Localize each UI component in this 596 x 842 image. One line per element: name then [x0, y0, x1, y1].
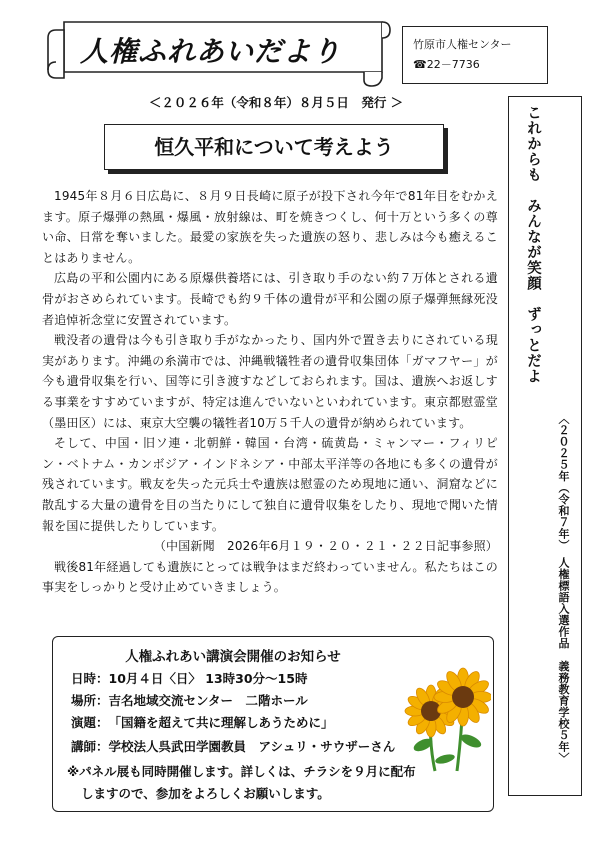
event-date-value: 10月４日〈日〉 13時30分～15時	[108, 671, 308, 686]
article-paragraph: 戦没者の遺骨は今も引き取り手がなかったり、国内外で置き去りにされている現実があります。沖縄の糸満市では、沖縄戦犠牲者の遺骨収集団体「ガマフヤー」が今も遺骨収集を行い、国等に引き渡すなどしておられます。国は、遺族へお返しする事業をすすめていますが、特定は進んでいないといわれています。東京都慰霊堂（墨田区）には、東京大空襲の犠牲者10万５千人の遺骨が納められています。	[42, 333, 499, 430]
event-speaker-value: 学校法人呉武田学園教員 アシュリ・サウザーさん	[108, 739, 396, 754]
event-title: 人権ふれあい講演会開催のお知らせ	[125, 649, 341, 665]
event-notice	[52, 636, 494, 812]
event-note-line: しますので、参加をよろしくお願いします。	[81, 786, 330, 801]
event-place-label: 場所：	[71, 693, 109, 708]
article-paragraph: 戦後81年経過しても遺族にとっては戦争はまだ終わっていません。私たちはこの事実をしっかりと受け止めていきましょう。	[42, 559, 498, 595]
title-banner	[42, 14, 392, 88]
event-topic-row	[71, 713, 411, 733]
article-paragraph: そして、中国・旧ソ連・北朝鮮・韓国・台湾・硫黄島・ミャンマー・フィリピン・ベトナム・カンボジア・インドネシア・中部太平洋等の各地にも多くの遺骨が残されています。戦友を失った元兵士や遺族は慰霊のため現地に通い、洞窟などに散乱する大量の遺骨を目の当たりにして独自に遺骨収集をしたり、現地で聞いた情報を国に提供したりしています。	[42, 436, 498, 533]
newsletter-title: 人権ふれあいだより	[80, 35, 342, 68]
event-place-value: 吉名地域交流センター 二階ホール	[108, 693, 308, 708]
publisher-name: 竹原市人権センター	[413, 38, 512, 51]
event-topic-label: 演題：	[71, 715, 109, 730]
event-speaker-label: 講師：	[71, 739, 109, 754]
event-place-row	[71, 691, 411, 711]
issue-date: ＜２０２６年（令和８年）８月５日 発行 ＞	[148, 95, 404, 110]
event-note-line: ※パネル展も同時開催します。詳しくは、チラシを９月に配布	[67, 764, 416, 779]
article-reference: （中国新聞 2026年6月１９・２０・２１・２２日記事参照）	[153, 539, 498, 554]
event-date-label: 日時：	[71, 671, 109, 686]
article-body	[42, 186, 498, 630]
slogan-text: これからも みんなが笑顔 ずっとだよ	[525, 105, 541, 384]
event-topic-value: 「国籍を超えて共に理解しあうために」	[108, 715, 334, 730]
event-date-row	[71, 669, 411, 689]
publisher-phone: ☎22－7736	[413, 58, 480, 71]
article-paragraph: 1945年８月６日広島に、８月９日長崎に原子が投下され今年で81年目をむかえます。原子爆弾の熱風・爆風・放射線は、町を焼きつくし、何十万という多くの尊い命、日常を奪いました。最愛の家族を失った遺族の怒り、悲しみは今も癒えることはありません。	[42, 189, 498, 265]
slogan-column	[508, 96, 582, 796]
slogan-source: 〈２０２５年（令和７年） 人権標語入選作品 義務教育学校５年〉	[557, 413, 570, 764]
headline: 恒久平和について考えよう	[104, 124, 444, 170]
article-paragraph: 広島の平和公園内にある原爆供養塔には、引き取り手のない約７万体とされる遺骨がおさめられています。長崎でも約９千体の遺骨が平和公園の原子爆弾無縁死没者追悼祈念堂に安置されています。	[42, 271, 499, 327]
sunflower-illustration	[401, 663, 491, 773]
publisher-box	[402, 26, 548, 84]
